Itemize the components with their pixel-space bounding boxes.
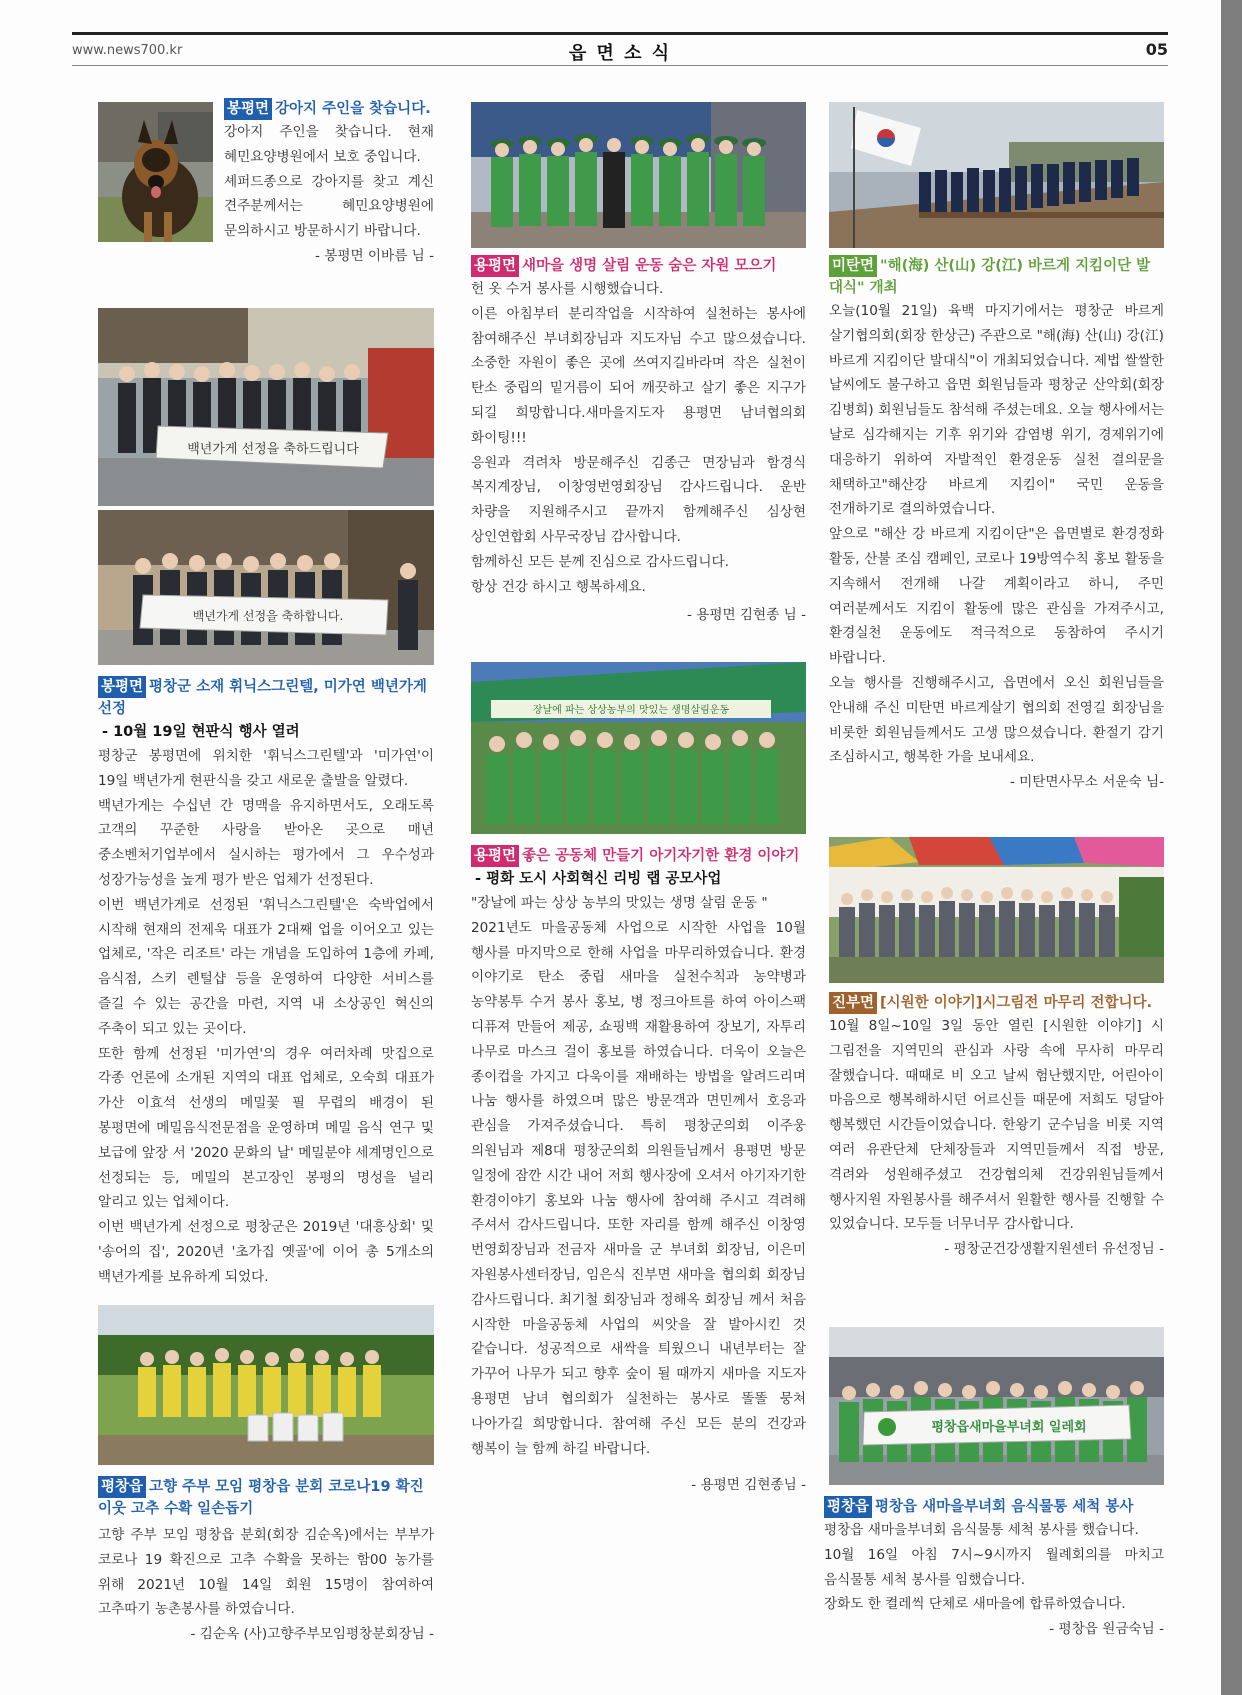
headline [98, 1476, 434, 1520]
site-url: www.news700.kr [72, 43, 183, 58]
banner-text: 장날에 파는 상상농부의 맛있는 생명살림운동 [532, 705, 730, 716]
headline [824, 1496, 1164, 1518]
headline-text: 고향 주부 모임 평창읍 분회 코로나19 확진 이웃 고추 수확 일손돕기 [98, 1479, 424, 1517]
paragraph: 백년가게는 수십년 간 명맥을 유지하면서도, 오래도록 고객의 꾸준한 사랑을 받아온 곳으로 매년 중소벤처기업부에서 실시하는 평가에서 그 우수성과 성장가능성을 높게 평가 받은 업체가 선정된다. [98, 797, 434, 888]
region-tag: 평창읍 [98, 1476, 146, 1498]
headline [829, 255, 1164, 299]
paragraph: 이번 백년가게 선정으로 평창군은 2019년 '대흥상회' 및 '송어의 집', 2020년 '초가집 옛골'에 이어 총 5개소의 백년가게를 보유하게 되었다. [98, 1219, 434, 1285]
paragraph: 평창읍 새마을부녀회 음식물통 세척 봉사를 했습니다. [824, 1522, 1139, 1538]
headline-text: "해(海) 산(山) 강(江) 바르게 지킴이단 발대식" 개최 [829, 258, 1151, 296]
article-community-environment [471, 845, 806, 1498]
paragraph: 10월 16일 아침 7시~9시까지 월례회의를 마치고 음식물통 세척 봉사를 임했습니다. [824, 1546, 1164, 1588]
inauguration-ceremony-photo [829, 102, 1164, 248]
paragraph: 고향 주부 모임 평창읍 분회(회장 김순옥)에서는 부부가 코로나 19 확진으로 고추 수확을 못하는 함00 농가를 위해 2021년 10월 14일 회원 15명이 참여하여 고추따기 농촌봉사를 하였습니다. [98, 1527, 434, 1618]
headline-text: 강아지 주인을 찾습니다. [275, 101, 431, 117]
region-tag: 용평면 [471, 845, 519, 867]
headline-text: 평창군 소재 휘닉스그린텔, 미가연 백년가게 선정 [98, 679, 427, 717]
article-body [98, 744, 434, 1290]
region-tag: 진부면 [829, 992, 877, 1014]
headline [829, 992, 1164, 1014]
byline: - 평창읍 원금숙님 - [1049, 1621, 1164, 1638]
paragraph: 항상 건강 하시고 행복하세요. [471, 578, 646, 595]
subtitle: - 평화 도시 사회혁신 리빙 랩 공모사업 [475, 871, 722, 887]
paragraph: 강아지 주인을 찾습니다. 현재 혜민요양병원에서 보호 중입니다. [224, 124, 434, 165]
article-centennial-store [98, 676, 434, 1290]
plaque-ceremony-photo-2 [98, 510, 434, 665]
headline [471, 255, 806, 277]
paragraph: 앞으로 "해산 강 바르게 지킴이단"은 읍면별로 환경정화 활동, 산불 조심 캠페인, 코로나 19방역수칙 홍보 활동을 지속해서 전개해 나갈 계획이라고 하니, 주민 여러분께서도 지킴이 활동에 많은 관심을 가져주시고, 환경실천 운동에도 적극적으로 동참하여 주시기 바랍니다. [829, 526, 1164, 667]
paragraph: 10월 8일~10일 3일 동안 열린 [시원한 이야기] 시 그림전을 지역민의 관심과 사랑 속에 무사히 마무리 잘했습니다. 때때로 비 오고 날씨 험난했지만, 어린아이 마음으로 행복해하시던 어르신들 때문에 저희도 덩달아 행복했던 시간들이었습니다. 한왕기 군수님을 비롯 지역 여러 유관단체 단체장들과 지역민들께서 직접 방문, 격려와 성원해주셨고 건강협의체 건강위원님들께서 행사지원 자원봉사를 해주셔서 원활한 행사를 진행할 수 있었습니다. 모두들 너무너무 감사합니다. [829, 1018, 1164, 1233]
paragraph: 셰퍼드종으로 강아지를 찾고 계신 견주분께서는 혜민요양병원에 문의하시고 방문하시기 바랍니다. [224, 173, 434, 240]
article-body [829, 299, 1164, 770]
resource-collection-photo [471, 102, 806, 248]
paragraph: 헌 옷 수거 봉사를 시행했습니다. [471, 281, 664, 297]
byline: - 용평면 김현종 님 - [686, 607, 806, 624]
region-tag: 용평면 [471, 255, 519, 277]
byline: - 봉평면 이바름 님 - [314, 247, 434, 264]
page-header [72, 32, 1168, 66]
region-tag: 봉평면 [224, 98, 272, 120]
bin-washing-photo [829, 1327, 1164, 1485]
banner-text: 평창읍새마을부녀회 일레회 [931, 1420, 1087, 1435]
subtitle: - 10월 19일 현판식 행사 열려 [102, 724, 300, 740]
article-resource-collection [471, 255, 806, 628]
paragraph: 함께하신 모든 분께 진심으로 감사드립니다. [471, 553, 729, 570]
headline-text: [시원한 이야기]시그림전 마무리 전합니다. [880, 995, 1153, 1011]
paragraph: 평창군 봉평면에 위치한 '휘닉스그린텔'과 '미가연'이 19일 백년가게 현판식을 갖고 새로운 출발을 알렸다. [98, 748, 434, 789]
paragraph: "장날에 파는 상상 농부의 맛있는 생명 살림 운동 " [471, 895, 768, 911]
headline [224, 98, 434, 120]
paragraph: 이른 아침부터 분리작업을 시작하여 실천하는 봉사에 참여해주신 부녀회장님과 지도자님 수고 많으셨습니다. 소중한 자원이 좋은 곳에 쓰여지길바라며 작은 실천이 탄소 중립의 밑거름이 되어 깨끗하고 살기 좋은 지구가 되길 희망합니다.새마을지도자 용평면 남녀협의회 화이팅!!! [471, 305, 806, 446]
article-guardians-launch [829, 255, 1164, 795]
paragraph: 2021년도 마을공동체 사업으로 시작한 사업을 10월 행사를 마지막으로 한해 사업을 마무리하였습니다. 환경 이야기로 탄소 중립 새마을 실천수칙과 농약병과 농약봉투 수거 봉사 홍보, 병 정크아트를 하여 아이스팩 디퓨져 만들어 제공, 쇼핑백 재활용하여 장보기, 자투리 나무로 마스크 걸이 홍보를 하였습니다. 더욱이 오늘은 종이컵을 가지고 다욱이를 재배하는 방법을 알려드리며 나눔 행사를 하였으며 많은 방문객과 면민께서 호응과 관심을 가져주셨습니다. 특히 평창군의회 이주웅 의원님과 제8대 평창군의회 의원들님께서 용평면 방문 일정에 잠깐 시간 내어 저희 행사장에 오셔서 아기자기한 환경이야기 홍보와 나눔 행사에 참여해 주시고 격려해 주셔서 감사드립니다. 또한 자리를 함께 해주신 이창영 번영회장님과 전금자 새마을 군 부녀회 회장님, 이은미 자원봉사센터장님, 임은식 진부면 새마을 협의회 회장님 감사드립니다. 최기철 회장님과 정해옥 회장님 께서 처음 시작한 마을공동체 사업의 씨앗을 잘 발아시킨 것 같습니다. 성공적으로 새싹을 틔웠으니 내년부터는 잘 가꾸어 나무가 되고 향후 숲이 될 때까지 새마을 지도자 용평면 남녀 협의회가 실천하는 봉사로 똘똘 뭉쳐 나아가길 희망합니다. 참여해 주신 모든 분의 건강과 행복이 늘 함께 하길 바랍니다. [471, 919, 806, 1457]
headline-text: 평창읍 새마을부녀회 음식물통 세척 봉사 [875, 1499, 1134, 1515]
headline [98, 676, 434, 720]
article-pepper-harvest [98, 1476, 434, 1647]
region-tag: 평창읍 [824, 1496, 872, 1518]
page-number: 05 [1145, 40, 1168, 59]
pepper-harvest-photo [98, 1305, 434, 1465]
paragraph: 오늘 행사를 진행해주시고, 읍면에서 오신 회원님들을 안내해 주신 미탄면 바르게살기 협의회 전영길 회장님을 비롯한 회원님들께서도 고생 많으셨습니다. 환절기 감기 조심하시고, 행복한 가을 보내세요. [829, 674, 1164, 766]
region-tag: 봉평면 [98, 676, 146, 698]
article-lost-dog [224, 98, 434, 269]
byline: - 미탄면사무소 서운숙 님- [1009, 774, 1164, 791]
article-body [471, 891, 806, 1461]
region-tag: 미탄면 [829, 255, 877, 277]
article-bin-washing [824, 1496, 1164, 1642]
poetry-exhibition-photo [829, 837, 1164, 983]
paragraph: 또한 함께 선정된 '미가연'의 경우 여러차례 맛집으로 각종 언론에 소개된 지역의 대표 업체로, 오숙희 대표가 가산 이효석 선생의 메밀꽃 필 무렵의 배경이 된 봉평면에 메밀음식전문점을 운영하며 메밀 음식 연구 및 보급에 앞장 서 '2020 문화의 날' 메밀분야 세계명인으로 선정되는 등, 메밀의 본고장인 봉평의 명성을 널리 알리고 있는 업체이다. [98, 1045, 434, 1211]
byline: - 용평면 김현종님 - [691, 1477, 806, 1494]
headline-text: 좋은 공동체 만들기 아기자기한 환경 이야기 [522, 848, 800, 864]
headline [471, 845, 806, 867]
article-body [824, 1518, 1164, 1617]
plaque-ceremony-photo-1 [98, 308, 434, 506]
article-body [471, 277, 806, 599]
market-event-photo [471, 662, 806, 834]
paragraph: 이번 백년가게로 선정된 '휘닉스그린텔'은 숙박업에서 시작해 현재의 전제욱 대표가 2대째 업을 이어오고 있는 업체로, '작은 리조트' 라는 개념을 도입하여 1층에 카페, 음식점, 스키 렌털샵 등을 운영하여 다양한 서비스를 즐길 수 있는 공간을 마련, 지역 내 소상공인 혁신의 주축이 되고 있는 곳이다. [98, 896, 434, 1037]
paragraph: 응원과 격려차 방문해주신 김종근 면장님과 함경식 복지계장님, 이창영번영회장님 감사드립니다. 운반 차량을 지원해주시고 끝까지 함께해주신 심상현 상인연합회 사무국장님 감사합니다. [471, 454, 806, 545]
paragraph: 오늘(10월 21일) 육백 마지기에서는 평창군 바르게 살기협의회(회장 한상근) 주관으로 "해(海) 산(山) 강(江) 바르게 지킴이단 발대식"이 개최되었습니다. 제법 쌀쌀한 날씨에도 불구하고 읍면 회원님들과 평창군 산악회(회장 김병희) 회원님들도 참석해 주셨는데요. 오늘 행사에서는 날로 심각해지는 기후 위기와 감염병 위기, 경제위기에 대응하기 위하여 자발적인 환경운동 실천 결의문을 채택하고"해산강 바르게 지킴이" 국민 운동을 전개하기로 결의하였습니다. [829, 303, 1164, 518]
banner-text: 백년가게 선정을 축하합니다. [192, 609, 344, 623]
paragraph: 장화도 한 켤레씩 단체로 새마을에 합류하였습니다. [824, 1596, 1126, 1613]
banner-text: 백년가게 선정을 축하드립니다 [187, 442, 359, 457]
article-body [98, 1523, 434, 1622]
byline: - 평창군건강생활지원센터 유선정님 - [944, 1241, 1164, 1258]
headline-text: 새마을 생명 살림 운동 숨은 자원 모으기 [522, 258, 777, 274]
section-title: 읍 면 소 식 [568, 43, 672, 64]
article-body [829, 1014, 1164, 1237]
article-poetry-exhibition [829, 992, 1164, 1262]
byline: - 김순옥 (사)고향주부모임평창분회장님 - [190, 1626, 434, 1643]
dog-photo [98, 102, 213, 242]
article-body [224, 120, 434, 244]
